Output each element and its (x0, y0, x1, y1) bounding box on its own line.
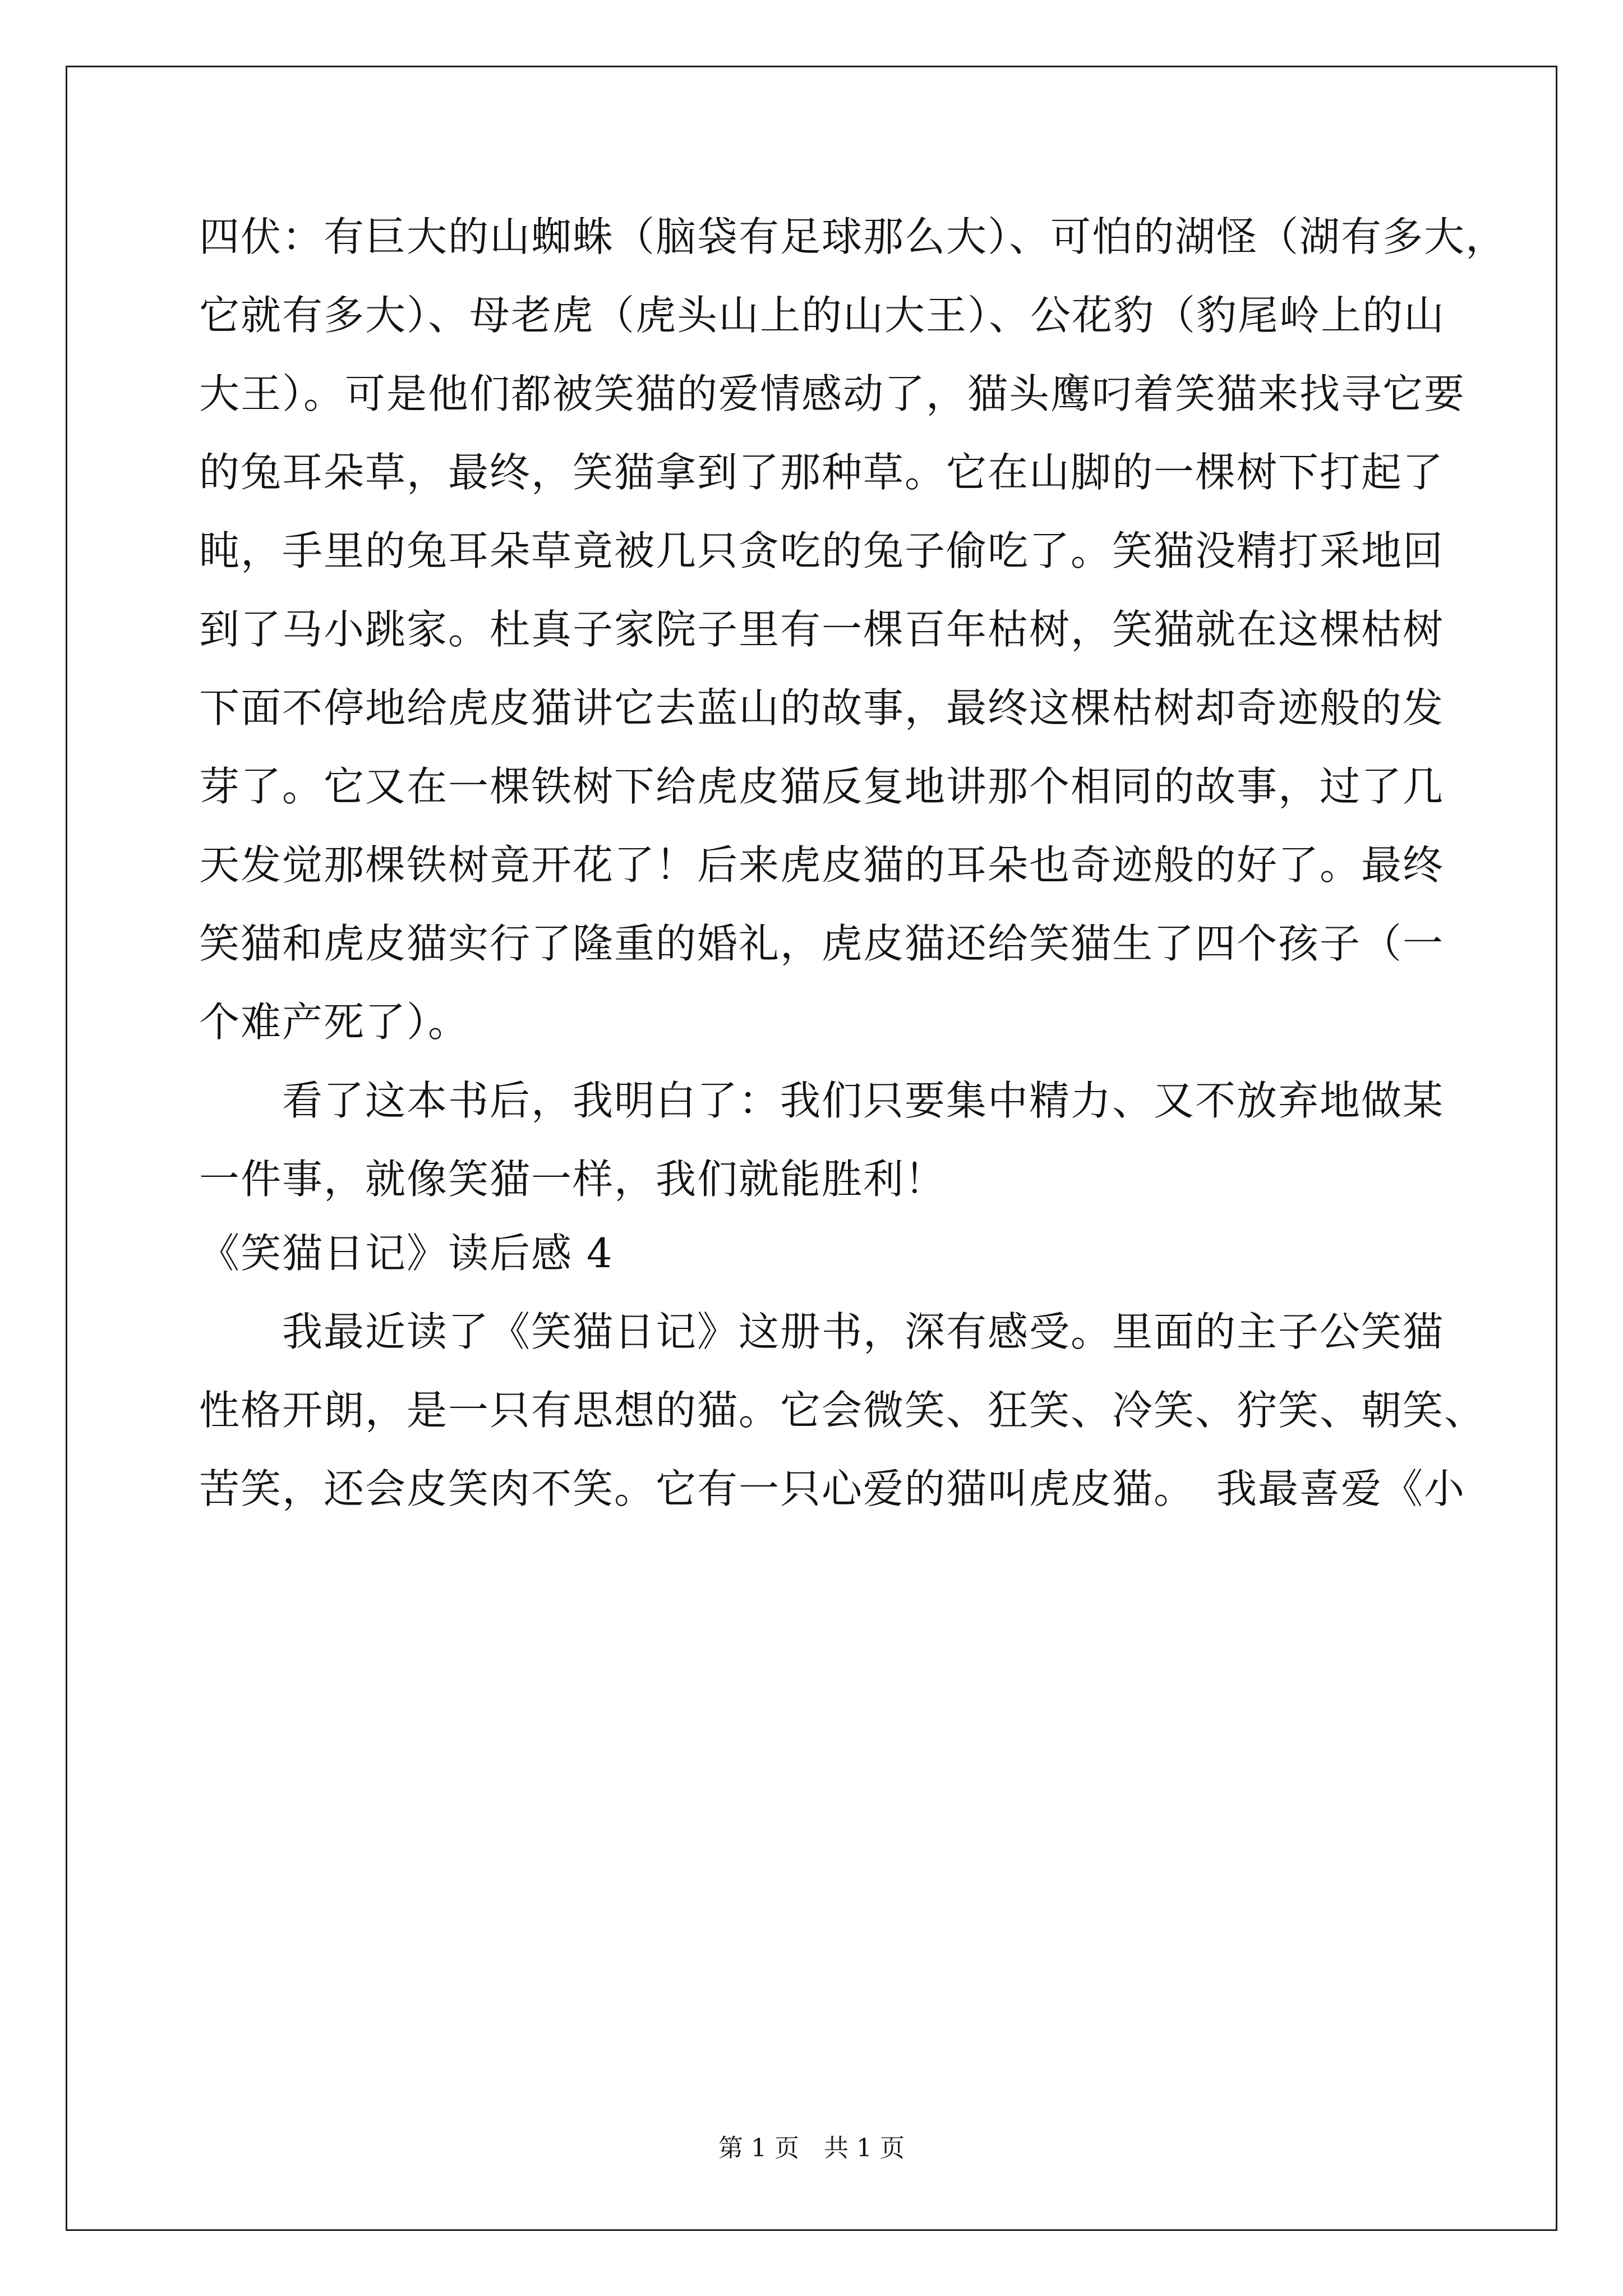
paragraph-start-line: 我最近读了《笑猫日记》这册书，深有感受。里面的主子公笑猫 (199, 1308, 1445, 1355)
paragraph-start-line: 看了这本书后，我明白了：我们只要集中精力、又不放弃地做某 (199, 1077, 1445, 1124)
text-line: 它就有多大）、母老虎（虎头山上的山大王）、公花豹（豹尾岭上的山 (199, 292, 1446, 339)
text-line: 盹，手里的兔耳朵草竟被几只贪吃的兔子偷吃了。笑猫没精打采地回 (199, 527, 1445, 574)
page-footer: 第 1 页 共 1 页 (718, 2134, 905, 2162)
text-line: 四伏：有巨大的山蜘蛛（脑袋有足球那么大）、可怕的湖怪（湖有多大， (199, 213, 1507, 260)
text-line: 一件事，就像笑猫一样，我们就能胜利！ (199, 1156, 947, 1203)
text-line: 性格开朗，是一只有思想的猫。它会微笑、狂笑、冷笑、狞笑、朝笑、 (199, 1387, 1486, 1434)
text-line: 天发觉那棵铁树竟开花了！后来虎皮猫的耳朵也奇迹般的好了。最终 (199, 841, 1445, 889)
text-line: 笑猫和虎皮猫实行了隆重的婚礼，虎皮猫还给笑猫生了四个孩子（一 (199, 920, 1445, 967)
text-line: 到了马小跳家。杜真子家院子里有一棵百年枯树，笑猫就在这棵枯树 (199, 606, 1445, 653)
text-line: 芽了。它又在一棵铁树下给虎皮猫反复地讲那个相同的故事，过了几 (199, 763, 1445, 810)
section-heading: 《笑猫日记》读后感 4 (199, 1230, 614, 1277)
text-line: 的兔耳朵草，最终，笑猫拿到了那种草。它在山脚的一棵树下打起了 (199, 449, 1445, 496)
text-line: 苦笑，还会皮笑肉不笑。它有一只心爱的猫叫虎皮猫。 我最喜爱《小 (199, 1465, 1466, 1512)
text-line: 大王）。可是他们都被笑猫的爱情感动了，猫头鹰叼着笑猫来找寻它要 (199, 370, 1466, 417)
text-line: 下面不停地给虎皮猫讲它去蓝山的故事，最终这棵枯树却奇迹般的发 (199, 684, 1445, 731)
text-line: 个难产死了）。 (199, 999, 470, 1046)
